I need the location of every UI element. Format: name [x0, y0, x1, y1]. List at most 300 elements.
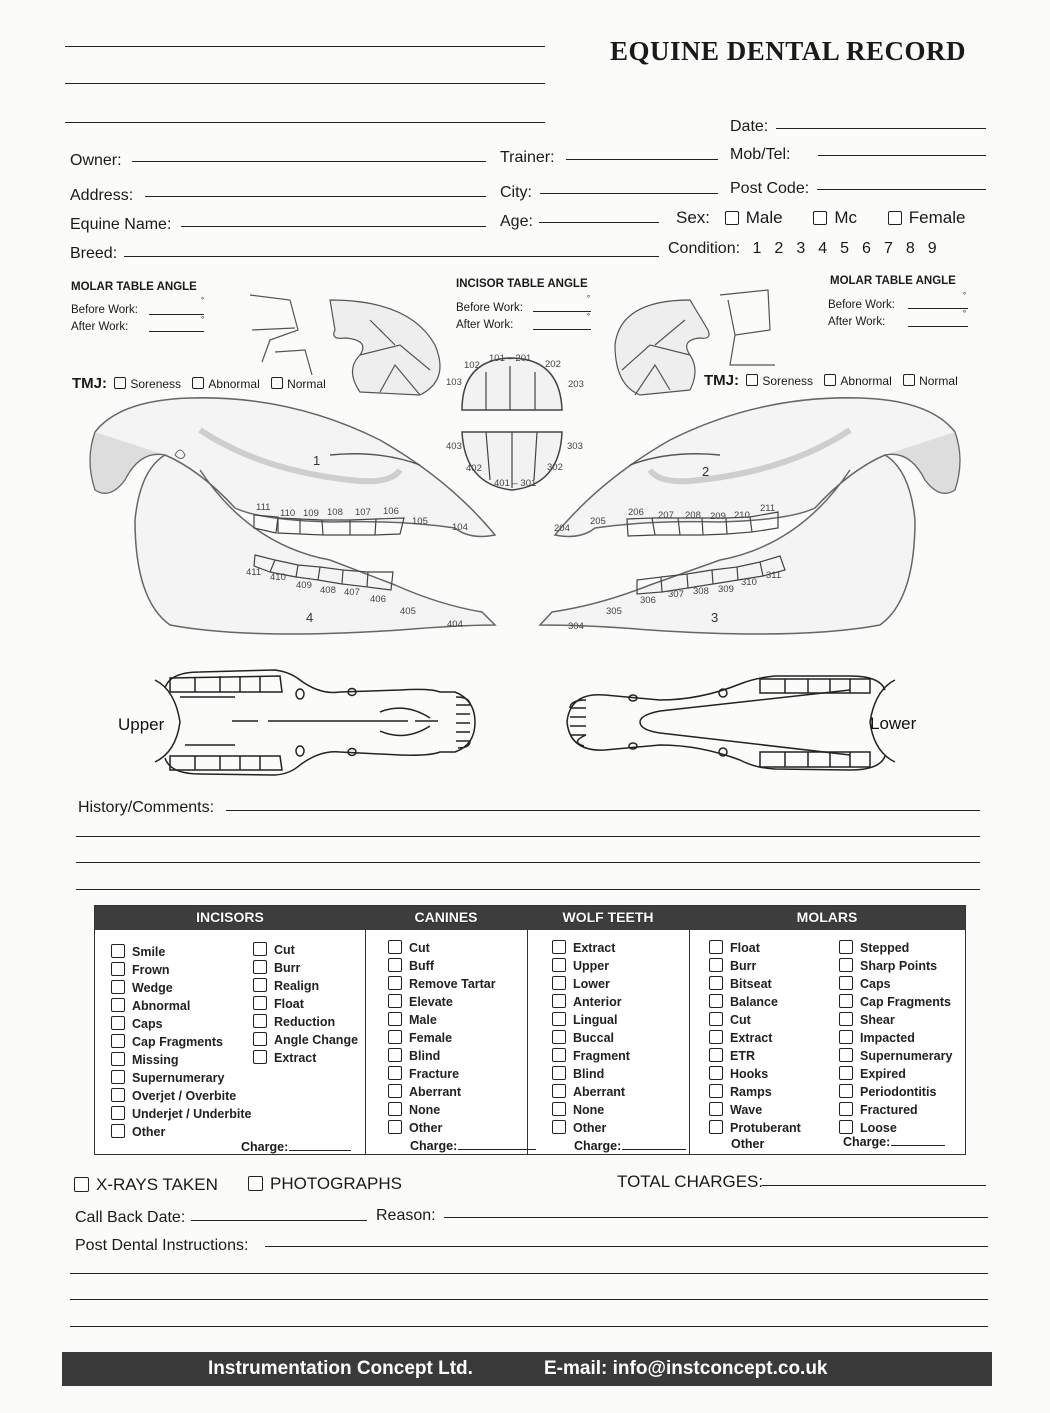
condition-label: Condition:	[668, 240, 741, 257]
treatment-option-label: Fractured	[860, 1103, 918, 1117]
treatment-option[interactable]	[552, 1119, 630, 1137]
checkbox-icon[interactable]	[552, 1120, 566, 1134]
after-work-label: After Work:	[456, 319, 514, 331]
history-field-line-2[interactable]	[76, 836, 980, 837]
checkbox-icon[interactable]	[839, 1120, 853, 1134]
treatment-option[interactable]	[111, 1069, 251, 1087]
checkbox-icon[interactable]	[709, 1066, 723, 1080]
trainer-field[interactable]	[566, 159, 718, 160]
treatment-option-label: Realign	[274, 979, 320, 993]
reason-field[interactable]	[444, 1217, 988, 1218]
checkbox-icon[interactable]	[388, 1048, 402, 1062]
contact-email[interactable]: E-mail: info@instconcept.co.uk	[544, 1358, 828, 1379]
treatment-option-label: Caps	[132, 1017, 163, 1031]
checkbox-icon[interactable]	[388, 1066, 402, 1080]
xrays-label: X-RAYS TAKEN	[96, 1175, 218, 1194]
tooth-label: 202	[545, 359, 561, 370]
checkbox-icon[interactable]	[253, 996, 267, 1010]
history-field-line-3[interactable]	[76, 862, 980, 863]
trainer-label: Trainer:	[500, 149, 555, 166]
treatment-option[interactable]	[552, 1101, 630, 1119]
tmj-option-label: Normal	[919, 374, 958, 388]
checkbox-icon[interactable]	[388, 1102, 402, 1116]
treatment-option[interactable]	[709, 1119, 801, 1137]
charge-field[interactable]	[289, 1150, 351, 1151]
photographs-label: PHOTOGRAPHS	[270, 1174, 402, 1193]
treatment-option-label: Extract	[274, 1051, 317, 1065]
mob-tel-field[interactable]	[818, 155, 986, 156]
treatment-option[interactable]	[552, 1011, 630, 1029]
condition-score-2[interactable]: 2	[774, 240, 784, 257]
checkbox-icon[interactable]	[813, 211, 827, 225]
checkbox-icon[interactable]	[709, 1120, 723, 1134]
checkbox-icon[interactable]	[253, 942, 267, 956]
condition-score-7[interactable]: 7	[883, 240, 893, 257]
tooth-label: 306	[640, 595, 656, 606]
incisor-angle-title: INCISOR TABLE ANGLE	[456, 278, 588, 290]
history-field-line-1[interactable]	[226, 810, 980, 811]
treatment-option[interactable]	[839, 939, 952, 957]
history-field-line-4[interactable]	[76, 889, 980, 890]
treatment-option-label: ETR	[730, 1049, 755, 1063]
treatment-option[interactable]	[709, 1083, 801, 1101]
condition-score-9[interactable]: 9	[927, 240, 937, 257]
molars-column-1	[709, 939, 801, 1163]
treatment-option-label: Supernumerary	[132, 1071, 225, 1085]
sex-option-female[interactable]	[888, 208, 966, 227]
treatment-option[interactable]	[839, 1083, 952, 1101]
treatment-option[interactable]	[709, 939, 801, 957]
treatment-option-label: Supernumerary	[860, 1049, 953, 1063]
checkbox-icon[interactable]	[725, 211, 739, 225]
checkbox-icon[interactable]	[388, 1120, 402, 1134]
history-label: History/Comments:	[78, 799, 215, 816]
treatment-table-header	[95, 906, 965, 930]
treatment-option[interactable]	[111, 961, 251, 979]
tmj-label: TMJ:	[704, 372, 739, 389]
top-blank-line-3[interactable]	[65, 122, 545, 123]
treatment-option-label: Upper	[573, 959, 610, 973]
tooth-label: 311	[766, 570, 782, 581]
treatment-option-label: None	[573, 1103, 605, 1117]
treatment-option[interactable]	[552, 1065, 630, 1083]
tooth-label: 210	[734, 510, 750, 521]
charge-label: Charge:	[410, 1139, 458, 1153]
tooth-label: 102	[464, 360, 480, 371]
checkbox-icon[interactable]	[709, 940, 723, 954]
tmj-label: TMJ:	[72, 375, 107, 392]
treatment-option[interactable]	[388, 1047, 496, 1065]
call-back-date-label: Call Back Date:	[75, 1209, 186, 1226]
treatment-option-label: Cap Fragments	[860, 995, 951, 1009]
column-divider	[689, 930, 690, 1154]
date-field[interactable]	[776, 128, 986, 129]
treatment-option[interactable]	[388, 939, 496, 957]
sex-label: Sex:	[676, 208, 711, 227]
treatment-option[interactable]	[839, 957, 952, 975]
column-divider	[527, 930, 528, 1154]
checkbox-icon[interactable]	[552, 994, 566, 1008]
checkbox-icon[interactable]	[253, 1032, 267, 1046]
before-work-label: Before Work:	[828, 299, 895, 311]
treatment-option-label: Elevate	[409, 995, 453, 1009]
treatment-option[interactable]	[111, 997, 251, 1015]
tooth-label: 204	[554, 523, 570, 534]
treatment-option-label: Shear	[860, 1013, 895, 1027]
equine-name-label: Equine Name:	[70, 216, 172, 233]
treatment-option-label: Stepped	[860, 941, 910, 955]
checkbox-icon[interactable]	[388, 958, 402, 972]
checkbox-icon[interactable]	[709, 1102, 723, 1116]
molar-angle-title: MOLAR TABLE ANGLE	[71, 281, 197, 293]
treatment-option[interactable]	[709, 993, 801, 1011]
checkbox-icon[interactable]	[709, 1048, 723, 1062]
treatment-option-label: Reduction	[274, 1015, 336, 1029]
tooth-label: 203	[568, 379, 584, 390]
checkbox-icon[interactable]	[839, 1084, 853, 1098]
treatment-option[interactable]	[111, 1015, 251, 1033]
checkbox-icon[interactable]	[111, 944, 125, 958]
treatment-option[interactable]	[552, 957, 630, 975]
degree-symbol: °	[587, 312, 591, 321]
treatment-option[interactable]	[111, 1051, 251, 1069]
checkbox-icon[interactable]	[111, 1088, 125, 1102]
checkbox-icon[interactable]	[248, 1176, 263, 1191]
checkbox-icon[interactable]	[111, 1106, 125, 1120]
sex-option-label: Female	[908, 208, 966, 227]
checkbox-icon[interactable]	[111, 962, 125, 976]
checkbox-icon[interactable]	[839, 994, 853, 1008]
treatment-option-label: Loose	[860, 1121, 897, 1135]
treatment-option[interactable]	[388, 993, 496, 1011]
top-blank-line-2[interactable]	[65, 83, 545, 84]
checkbox-icon[interactable]	[388, 994, 402, 1008]
treatment-table	[94, 905, 966, 1155]
treatment-option-label: Aberrant	[409, 1085, 462, 1099]
checkbox-icon[interactable]	[709, 1084, 723, 1098]
treatment-option[interactable]	[253, 1013, 358, 1031]
tooth-label: 207	[658, 510, 674, 521]
treatment-option-label: Smile	[132, 945, 166, 959]
upper-arch-diagram	[155, 670, 475, 775]
tooth-label: 101 – 201	[489, 353, 532, 364]
post-dental-field-line-4[interactable]	[70, 1326, 988, 1327]
checkbox-icon[interactable]	[111, 1070, 125, 1084]
xrays-taken-option[interactable]	[74, 1175, 218, 1195]
treatment-option[interactable]	[388, 957, 496, 975]
checkbox-icon[interactable]	[709, 976, 723, 990]
breed-label: Breed:	[70, 245, 118, 262]
treatment-option-label: Frown	[132, 963, 170, 977]
condition-score-1[interactable]: 1	[752, 240, 762, 257]
treatment-option[interactable]	[839, 1065, 952, 1083]
treatment-option-label: Periodontitis	[860, 1085, 937, 1099]
before-work-label: Before Work:	[456, 302, 523, 314]
tooth-label: 305	[606, 606, 622, 617]
molars-charge[interactable]	[843, 1135, 945, 1149]
treatment-option[interactable]	[253, 1049, 358, 1067]
treatment-option[interactable]	[111, 1105, 251, 1123]
tooth-label: 410	[270, 572, 286, 583]
degree-symbol: °	[201, 296, 205, 305]
condition-score-8[interactable]: 8	[905, 240, 915, 257]
breed-field[interactable]	[124, 256, 659, 257]
age-label: Age:	[500, 213, 533, 230]
checkbox-icon[interactable]	[552, 1048, 566, 1062]
treatment-option[interactable]	[839, 1029, 952, 1047]
checkbox-icon[interactable]	[839, 1048, 853, 1062]
treatment-option-label: Protuberant	[730, 1121, 801, 1135]
tooth-label: 209	[710, 511, 726, 522]
treatment-option[interactable]	[253, 995, 358, 1013]
degree-symbol: °	[963, 309, 967, 318]
tmj-option-label: Abnormal	[208, 377, 260, 391]
canines-column	[388, 939, 496, 1163]
tooth-label: 106	[383, 506, 399, 517]
tooth-label: 411	[246, 567, 262, 578]
treatment-option[interactable]	[253, 941, 358, 959]
tooth-label: 107	[355, 507, 371, 518]
tooth-label: 406	[370, 594, 386, 605]
treatment-option[interactable]	[552, 1029, 630, 1047]
treatment-option[interactable]	[709, 1011, 801, 1029]
checkbox-icon[interactable]	[552, 1030, 566, 1044]
post-dental-field-line-2[interactable]	[70, 1273, 988, 1274]
post-dental-field-line-1[interactable]	[265, 1246, 988, 1247]
charge-field[interactable]	[891, 1145, 945, 1146]
checkbox-icon[interactable]	[111, 1016, 125, 1030]
after-work-label: After Work:	[71, 321, 129, 333]
condition-score-5[interactable]: 5	[840, 240, 850, 257]
checkbox-icon[interactable]	[552, 940, 566, 954]
treatment-option[interactable]	[552, 939, 630, 957]
photographs-option[interactable]	[248, 1174, 402, 1194]
treatment-option[interactable]	[709, 1029, 801, 1047]
tmj-option-label: Soreness	[130, 377, 182, 391]
molar-section-right-sketch	[615, 290, 775, 395]
checkbox-icon[interactable]	[709, 994, 723, 1008]
molars-heading: MOLARS	[796, 909, 858, 925]
total-charges-label: TOTAL CHARGES:	[617, 1172, 764, 1191]
checkbox-icon[interactable]	[388, 1030, 402, 1044]
molar-angle-title: MOLAR TABLE ANGLE	[830, 275, 956, 287]
date-label: Date:	[730, 118, 769, 135]
treatment-option[interactable]	[709, 1101, 801, 1119]
treatment-option[interactable]	[839, 993, 952, 1011]
treatment-option[interactable]	[839, 1011, 952, 1029]
treatment-option[interactable]	[388, 1101, 496, 1119]
total-charges-field[interactable]	[762, 1185, 986, 1186]
treatment-option[interactable]	[388, 1011, 496, 1029]
degree-symbol: °	[201, 315, 205, 324]
checkbox-icon[interactable]	[111, 1034, 125, 1048]
treatment-option-label: Lingual	[573, 1013, 618, 1027]
treatment-option-label: Other	[573, 1121, 607, 1135]
checkbox-icon[interactable]	[111, 1124, 125, 1138]
checkbox-icon[interactable]	[839, 1102, 853, 1116]
treatment-option[interactable]	[111, 1087, 251, 1105]
checkbox-icon[interactable]	[839, 976, 853, 990]
post-dental-field-line-3[interactable]	[70, 1299, 988, 1300]
checkbox-icon[interactable]	[888, 211, 902, 225]
treatment-option[interactable]	[111, 1033, 251, 1051]
treatment-option-label: Balance	[730, 995, 778, 1009]
molar-section-left-sketch	[250, 295, 440, 395]
address-field[interactable]	[145, 196, 486, 197]
wolf-teeth-heading: WOLF TEETH	[562, 909, 654, 925]
tooth-label: 408	[320, 585, 336, 596]
checkbox-icon[interactable]	[709, 1030, 723, 1044]
tooth-label: 205	[590, 516, 606, 527]
tooth-label: 104	[452, 522, 468, 533]
condition-scale	[668, 240, 950, 258]
treatment-option-label: Buccal	[573, 1031, 614, 1045]
tooth-label: 401 – 301	[494, 478, 537, 489]
checkbox-icon[interactable]	[709, 1012, 723, 1026]
charge-field[interactable]	[622, 1149, 686, 1150]
treatment-option[interactable]	[111, 943, 251, 961]
tooth-label: 402	[466, 463, 482, 474]
checkbox-icon[interactable]	[839, 1066, 853, 1080]
treatment-option-label: Fracture	[409, 1067, 460, 1081]
wolf-teeth-column	[552, 939, 630, 1163]
treatment-option-label: Expired	[860, 1067, 906, 1081]
checkbox-icon[interactable]	[552, 1084, 566, 1098]
checkbox-icon[interactable]	[709, 958, 723, 972]
city-field[interactable]	[540, 193, 718, 194]
equine-name-field[interactable]	[181, 226, 486, 227]
call-back-date-field[interactable]	[191, 1220, 367, 1221]
treatment-option[interactable]	[839, 1047, 952, 1065]
incisors-heading: INCISORS	[196, 909, 264, 925]
tooth-label: 103	[446, 377, 462, 388]
incisors-column-1	[111, 943, 251, 1167]
wolf-teeth-charge[interactable]	[574, 1139, 686, 1153]
checkbox-icon[interactable]	[552, 976, 566, 990]
treatment-option[interactable]	[111, 1123, 251, 1141]
condition-score-6[interactable]: 6	[862, 240, 871, 257]
lower-arch-diagram	[567, 676, 895, 770]
owner-field[interactable]	[132, 161, 486, 162]
sex-selector	[676, 208, 965, 228]
reason-label: Reason:	[376, 1207, 436, 1224]
age-field[interactable]	[539, 222, 659, 223]
quadrant-number: 2	[702, 464, 710, 479]
city-label: City:	[500, 184, 532, 201]
tooth-label: 407	[344, 587, 360, 598]
treatment-option[interactable]	[111, 979, 251, 997]
tmj-option-label: Normal	[287, 377, 326, 391]
treatment-option[interactable]	[388, 1119, 496, 1137]
treatment-option[interactable]	[388, 1029, 496, 1047]
condition-score-3[interactable]: 3	[796, 240, 806, 257]
checkbox-icon[interactable]	[388, 1084, 402, 1098]
treatment-option-label: Angle Change	[274, 1033, 359, 1047]
treatment-option[interactable]	[709, 1065, 801, 1083]
canines-charge[interactable]	[410, 1139, 536, 1153]
checkbox-icon[interactable]	[111, 998, 125, 1012]
checkbox-icon[interactable]	[552, 1012, 566, 1026]
checkbox-icon[interactable]	[111, 980, 125, 994]
tooth-label: 309	[718, 584, 734, 595]
charge-label: Charge:	[241, 1140, 289, 1154]
checkbox-icon[interactable]	[839, 940, 853, 954]
checkbox-icon[interactable]	[111, 1052, 125, 1066]
quadrant-number: 1	[313, 453, 321, 468]
checkbox-icon[interactable]	[74, 1177, 89, 1192]
treatment-option[interactable]	[388, 975, 496, 993]
treatment-option[interactable]	[552, 993, 630, 1011]
tooth-label: 405	[400, 606, 416, 617]
treatment-option-label: Hooks	[730, 1067, 769, 1081]
tooth-label: 302	[547, 462, 563, 473]
checkbox-icon[interactable]	[253, 978, 267, 992]
treatment-option-label: Female	[409, 1031, 453, 1045]
post-code-field[interactable]	[817, 189, 986, 190]
checkbox-icon[interactable]	[253, 1014, 267, 1028]
treatment-option[interactable]	[253, 959, 358, 977]
treatment-option[interactable]	[552, 1083, 630, 1101]
treatment-option-label: Anterior	[573, 995, 622, 1009]
treatment-option[interactable]	[552, 975, 630, 993]
treatment-option[interactable]	[388, 1065, 496, 1083]
tooth-label: 111	[256, 502, 271, 513]
treatment-option[interactable]	[253, 977, 358, 995]
checkbox-icon[interactable]	[388, 976, 402, 990]
owner-label: Owner:	[70, 152, 122, 169]
treatment-option-label: Impacted	[860, 1031, 915, 1045]
treatment-option[interactable]	[709, 957, 801, 975]
checkbox-icon[interactable]	[388, 940, 402, 954]
quadrant-number: 3	[711, 610, 719, 625]
treatment-option[interactable]	[388, 1083, 496, 1101]
treatment-option-label: Underjet / Underbite	[132, 1107, 252, 1121]
treatment-option-label: Fragment	[573, 1049, 630, 1063]
sex-option-male[interactable]	[725, 208, 783, 227]
treatment-option-label: Overjet / Overbite	[132, 1089, 237, 1103]
checkbox-icon[interactable]	[839, 958, 853, 972]
treatment-option-label: Burr	[730, 959, 757, 973]
tooth-label: 403	[446, 441, 462, 452]
checkbox-icon[interactable]	[839, 1030, 853, 1044]
treatment-option-label: Lower	[573, 977, 610, 991]
incisors-charge[interactable]	[241, 1140, 351, 1154]
treatment-option-label: Wedge	[132, 981, 173, 995]
tmj-option-label: Abnormal	[840, 374, 892, 388]
charge-label: Charge:	[574, 1139, 622, 1153]
tooth-label: 211	[760, 503, 776, 514]
treatment-option[interactable]	[839, 975, 952, 993]
checkbox-icon[interactable]	[552, 1066, 566, 1080]
charge-field[interactable]	[458, 1149, 536, 1150]
condition-score-4[interactable]: 4	[818, 240, 828, 257]
sex-option-mc[interactable]	[813, 208, 857, 227]
checkbox-icon[interactable]	[839, 1012, 853, 1026]
treatment-option[interactable]	[839, 1101, 952, 1119]
treatment-option-label: Wave	[730, 1103, 763, 1117]
treatment-option[interactable]	[552, 1047, 630, 1065]
checkbox-icon[interactable]	[388, 1012, 402, 1026]
treatment-option[interactable]	[709, 975, 801, 993]
checkbox-icon[interactable]	[253, 1050, 267, 1064]
checkbox-icon[interactable]	[253, 960, 267, 974]
treatment-option[interactable]	[253, 1031, 358, 1049]
post-code-label: Post Code:	[730, 180, 810, 197]
checkbox-icon[interactable]	[552, 1102, 566, 1116]
treatment-option[interactable]	[709, 1047, 801, 1065]
top-blank-line-1[interactable]	[65, 46, 545, 47]
checkbox-icon[interactable]	[552, 958, 566, 972]
